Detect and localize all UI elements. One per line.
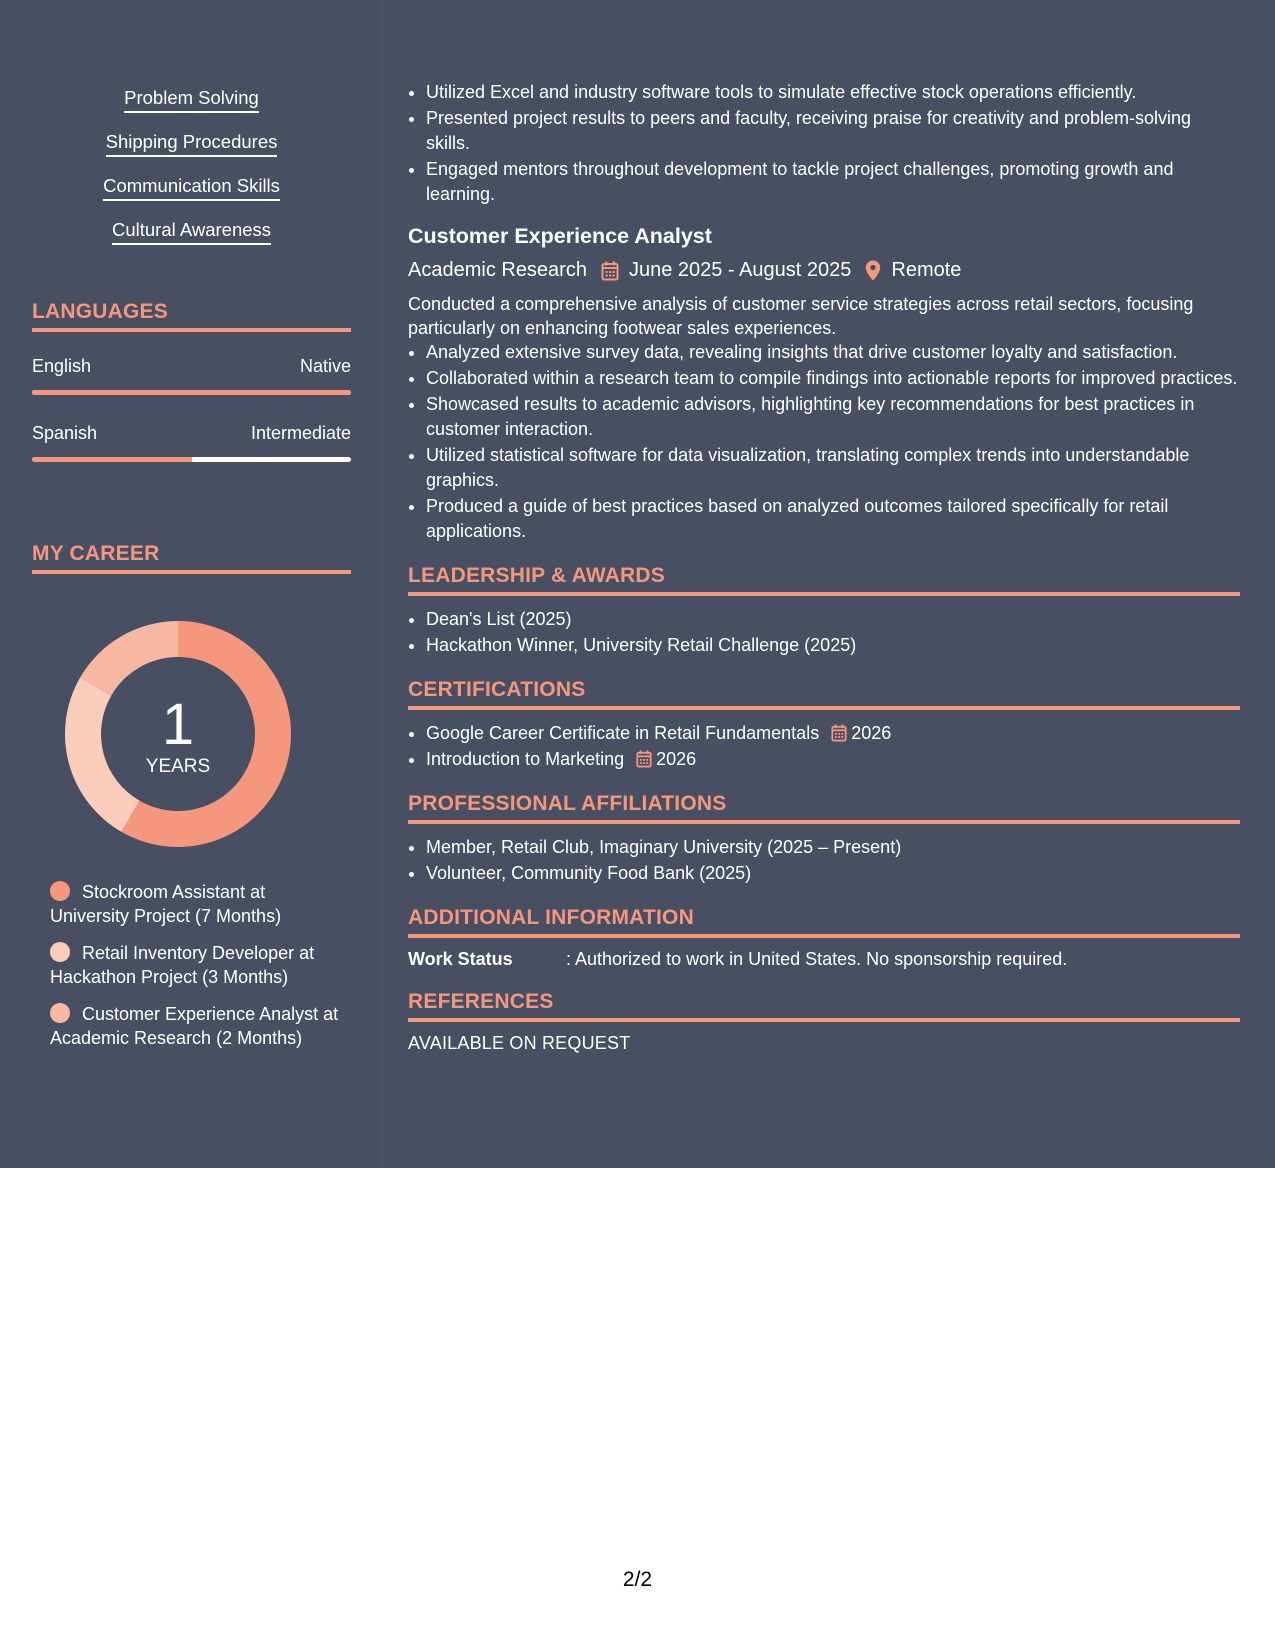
calendar-icon: [601, 261, 619, 281]
affiliation-item: • Volunteer, Community Food Bank (2025): [426, 861, 1240, 886]
page-number: 2/2: [622, 1568, 653, 1591]
calendar-icon: [831, 724, 847, 742]
work-status-label: Work Status: [408, 949, 513, 969]
career-legend-item: Retail Inventory Developer at Hackathon Project (3 Months): [50, 943, 315, 987]
language-bar-fill: [32, 457, 192, 462]
language-level: Intermediate: [250, 423, 351, 443]
main-column: [408, 0, 1240, 1054]
skills-list: [32, 86, 351, 262]
award-item: • Dean's List (2025): [426, 607, 1240, 632]
skill-item: Problem Solving: [32, 86, 351, 113]
additional-info-section: [408, 906, 1240, 970]
work-status-value: : Authorized to work in United States. No sponsorship required.: [566, 949, 1068, 969]
career-legend-item: Stockroom Assistant at University Project (7 Months): [50, 882, 282, 926]
references-title: REFERENCES: [408, 990, 1240, 1022]
bullet-item: • Collaborated within a research team to compile findings into actionable reports for improved practices.: [426, 366, 1240, 391]
languages-section: [32, 300, 351, 462]
career-legend: [50, 880, 340, 1063]
skill-item: Cultural Awareness: [32, 218, 351, 245]
bullet-item: • Utilized statistical software for data visualization, translating complex trends into understandable graphics.: [426, 443, 1240, 493]
language-bar-fill: [32, 390, 351, 395]
legend-dot: [50, 881, 70, 901]
location-pin-icon: [865, 260, 881, 281]
career-total-unit: YEARS: [145, 756, 211, 777]
references-text: AVAILABLE ON REQUEST: [408, 1033, 631, 1053]
job-company: Academic Research: [408, 259, 587, 281]
job-entry: [408, 224, 1240, 544]
legend-dot: [50, 942, 70, 962]
languages-title: LANGUAGES: [32, 300, 351, 332]
bullet-item: • Presented project results to peers and faculty, receiving praise for creativity and problem-solving skills.: [426, 106, 1240, 156]
bullet-item: • Analyzed extensive survey data, revealing insights that drive customer loyalty and satisfaction.: [426, 340, 1240, 365]
awards-title: LEADERSHIP & AWARDS: [408, 564, 1240, 596]
bullet-item: • Engaged mentors throughout development to tackle project challenges, promoting growth and learning.: [426, 157, 1240, 207]
legend-dot: [50, 1003, 70, 1023]
bullet-item: • Produced a guide of best practices based on analyzed outcomes tailored specifically for retail applications.: [426, 494, 1240, 544]
career-total-number: 1: [161, 692, 195, 757]
language-bar: [32, 457, 351, 462]
career-title: MY CAREER: [32, 542, 351, 574]
award-item: • Hackathon Winner, University Retail Challenge (2025): [426, 633, 1240, 658]
job-title: Customer Experience Analyst: [408, 224, 712, 248]
skill-item: Shipping Procedures: [32, 130, 351, 157]
job-dates: June 2025 - August 2025: [628, 259, 852, 281]
language-name: English: [32, 356, 92, 376]
calendar-icon: [636, 750, 652, 768]
affiliations-title: PROFESSIONAL AFFILIATIONS: [408, 792, 1240, 824]
language-level: Native: [299, 356, 351, 376]
certification-item: • Google Career Certificate in Retail Fundamentals 2026: [426, 721, 1240, 746]
language-item: [32, 356, 351, 395]
job-location: Remote: [891, 259, 962, 281]
awards-section: [408, 564, 1240, 658]
job-meta: [408, 259, 1240, 282]
affiliations-section: [408, 792, 1240, 886]
prev-job-bullets: [408, 80, 1240, 207]
job-bullets: [408, 340, 1240, 544]
additional-info-title: ADDITIONAL INFORMATION: [408, 906, 1240, 938]
career-donut-chart: [64, 620, 292, 848]
job-description: Conducted a comprehensive analysis of customer service strategies across retail sectors, focusing particularly on enhancing footwear sales experiences.: [408, 294, 1194, 338]
career-section: [32, 542, 351, 574]
sidebar: [0, 0, 383, 1168]
work-status-row: [408, 949, 1240, 970]
bullet-item: • Showcased results to academic advisors, highlighting key recommendations for best practices in customer interaction.: [426, 392, 1240, 442]
language-bar: [32, 390, 351, 395]
skill-item: Communication Skills: [32, 174, 351, 201]
language-item: [32, 423, 351, 462]
career-legend-item: Customer Experience Analyst at Academic Research (2 Months): [50, 1004, 339, 1048]
affiliation-item: • Member, Retail Club, Imaginary University (2025 – Present): [426, 835, 1240, 860]
certification-item: • Introduction to Marketing 2026: [426, 747, 1240, 772]
bullet-item: • Utilized Excel and industry software tools to simulate effective stock operations efficiently.: [426, 80, 1240, 105]
certifications-title: CERTIFICATIONS: [408, 678, 1240, 710]
donut-center: [64, 620, 292, 848]
references-section: [408, 990, 1240, 1054]
language-name: Spanish: [32, 423, 98, 443]
certifications-section: [408, 678, 1240, 772]
